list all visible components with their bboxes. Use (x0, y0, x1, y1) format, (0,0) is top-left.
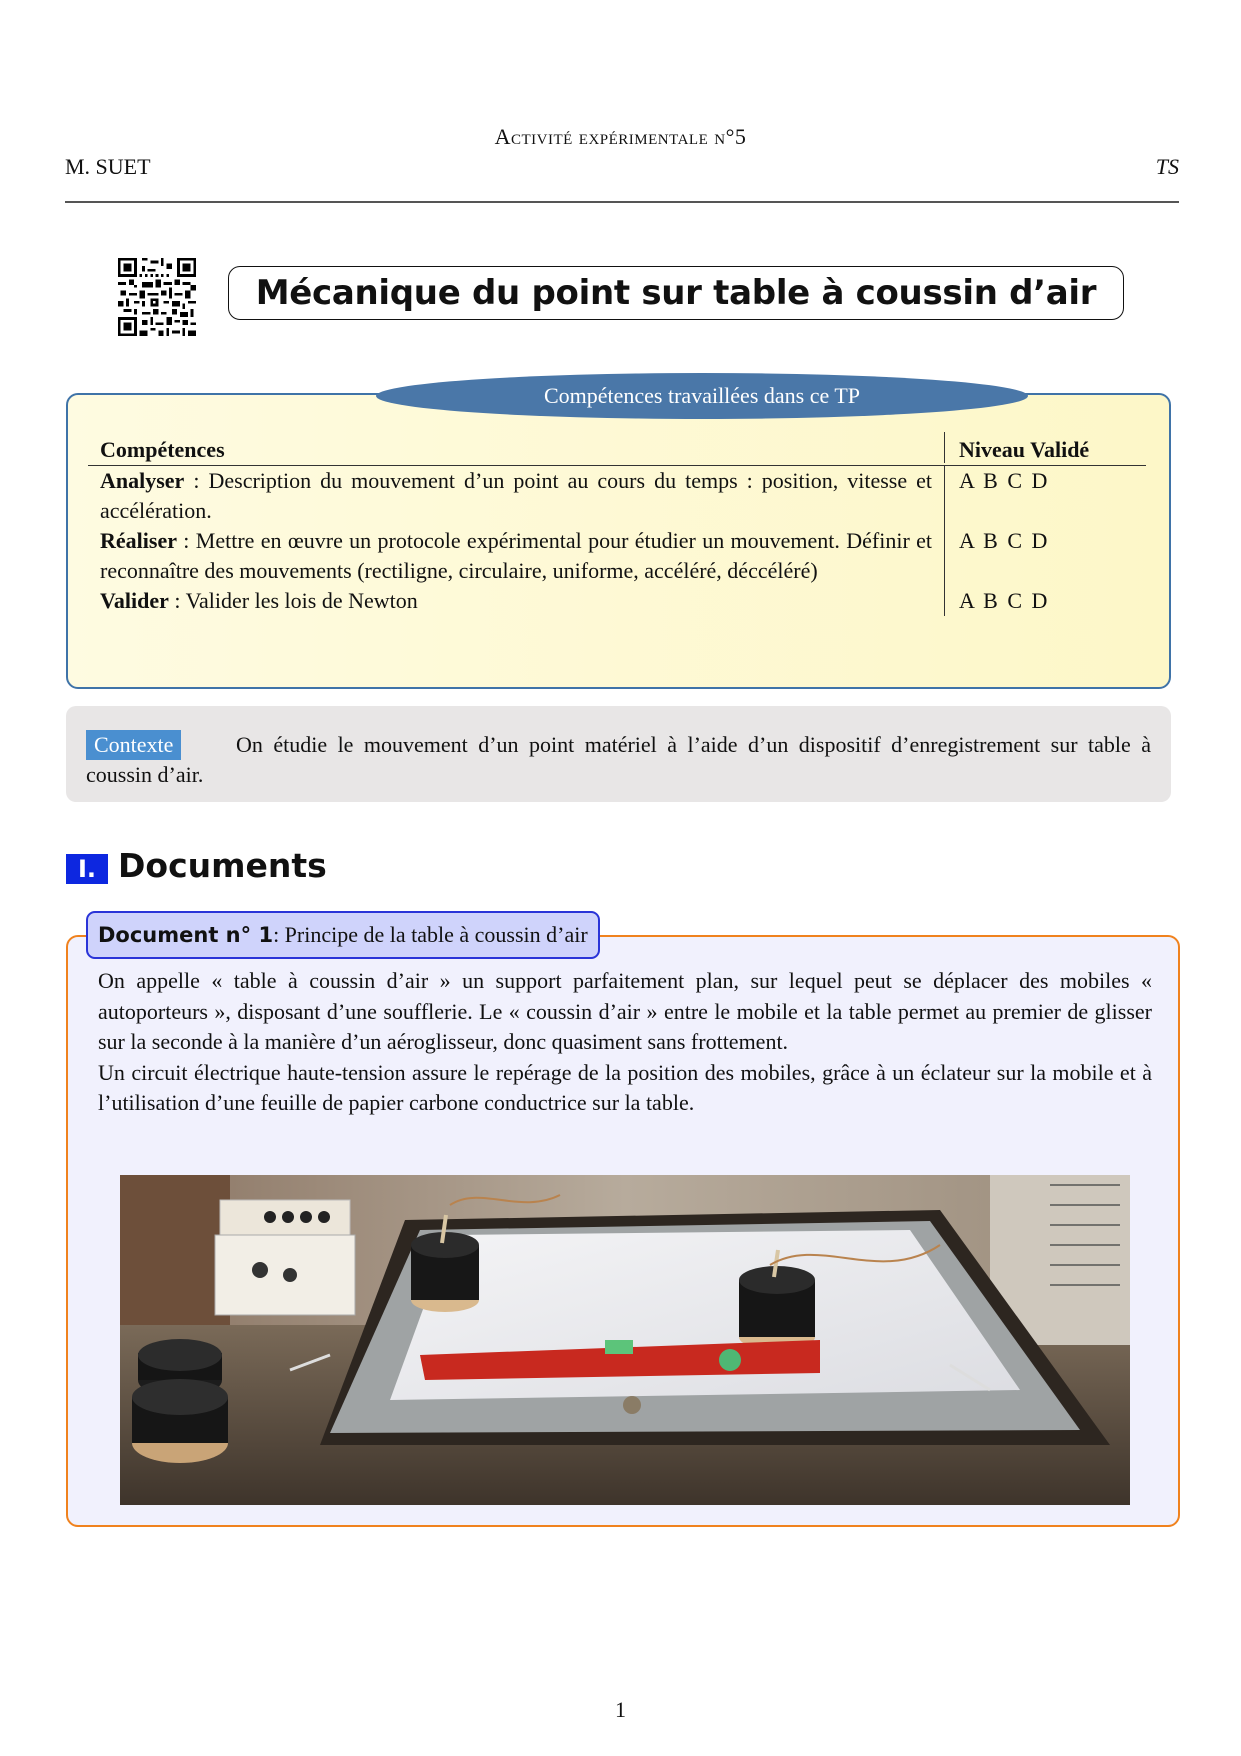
competence-levels: A B C D (944, 586, 1049, 616)
page-number: 1 (615, 1697, 626, 1722)
competence-key: Réaliser (100, 528, 177, 553)
document-text (98, 966, 1152, 1119)
competence-row (88, 466, 1146, 526)
competence-key: Valider (100, 588, 169, 613)
qr-code-icon (118, 258, 196, 336)
competence-description: : Mettre en œuvre un protocole expérimental pour étudier un mouvement. Définir et reconnaître des mouvements (rectiligne, circulaire, uniforme, accéléré, déccéléré) (100, 528, 932, 583)
document-paragraph: On appelle « table à coussin d’air » un support parfaitement plan, sur lequel peut se déplacer des mobiles « autoporteurs », disposant d’une soufflerie. Le « coussin d’air » entre le mobile et la table permet au premier de glisser sur la seconde à la manière d’un aéroglisseur, donc quasiment sans frottement. (98, 968, 1152, 1054)
class-name: TS (1155, 154, 1179, 179)
column-header-niveau: Niveau Validé (944, 432, 1089, 463)
competence-row (88, 586, 1146, 616)
section-number: I. (66, 854, 108, 884)
competences-table-header (88, 432, 1146, 466)
competences-banner: Compétences travaillées dans ce TP (376, 373, 1028, 419)
document-paragraph: Un circuit électrique haute-tension assure le repérage de la position des mobiles, grâce à un éclateur sur la mobile et à l’utilisation d’une feuille de papier carbone conductrice sur la table. (98, 1059, 1152, 1115)
competence-description: : Valider les lois de Newton (168, 588, 418, 613)
competence-levels: A B C D (944, 526, 1049, 586)
context-label: Contexte (86, 730, 181, 760)
competence-row (88, 526, 1146, 586)
competence-description: : Description du mouvement d’un point au cours du temps : position, vitesse et accélération. (100, 468, 932, 523)
document-label (86, 911, 600, 959)
air-table-photo (120, 1175, 1130, 1505)
author-name: M. SUET (65, 154, 151, 179)
header-divider (65, 201, 1179, 203)
competence-key: Analyser (100, 468, 185, 493)
context-text: On étudie le mouvement d’un point matériel à l’aide d’un dispositif d’enregistrement sur table à coussin d’air. (86, 732, 1151, 787)
section-title: Documents (118, 846, 327, 885)
title-box (228, 266, 1124, 320)
column-header-competences: Compétences (100, 437, 225, 462)
competence-levels: A B C D (944, 466, 1049, 526)
page-title: Mécanique du point sur table à coussin d’air (255, 273, 1097, 313)
document-caption: : Principe de la table à coussin d’air (273, 922, 588, 947)
competences-table (88, 432, 1146, 616)
activity-header: Activité expérimentale n°5 (494, 124, 747, 149)
document-number: Document n° 1 (98, 923, 274, 947)
